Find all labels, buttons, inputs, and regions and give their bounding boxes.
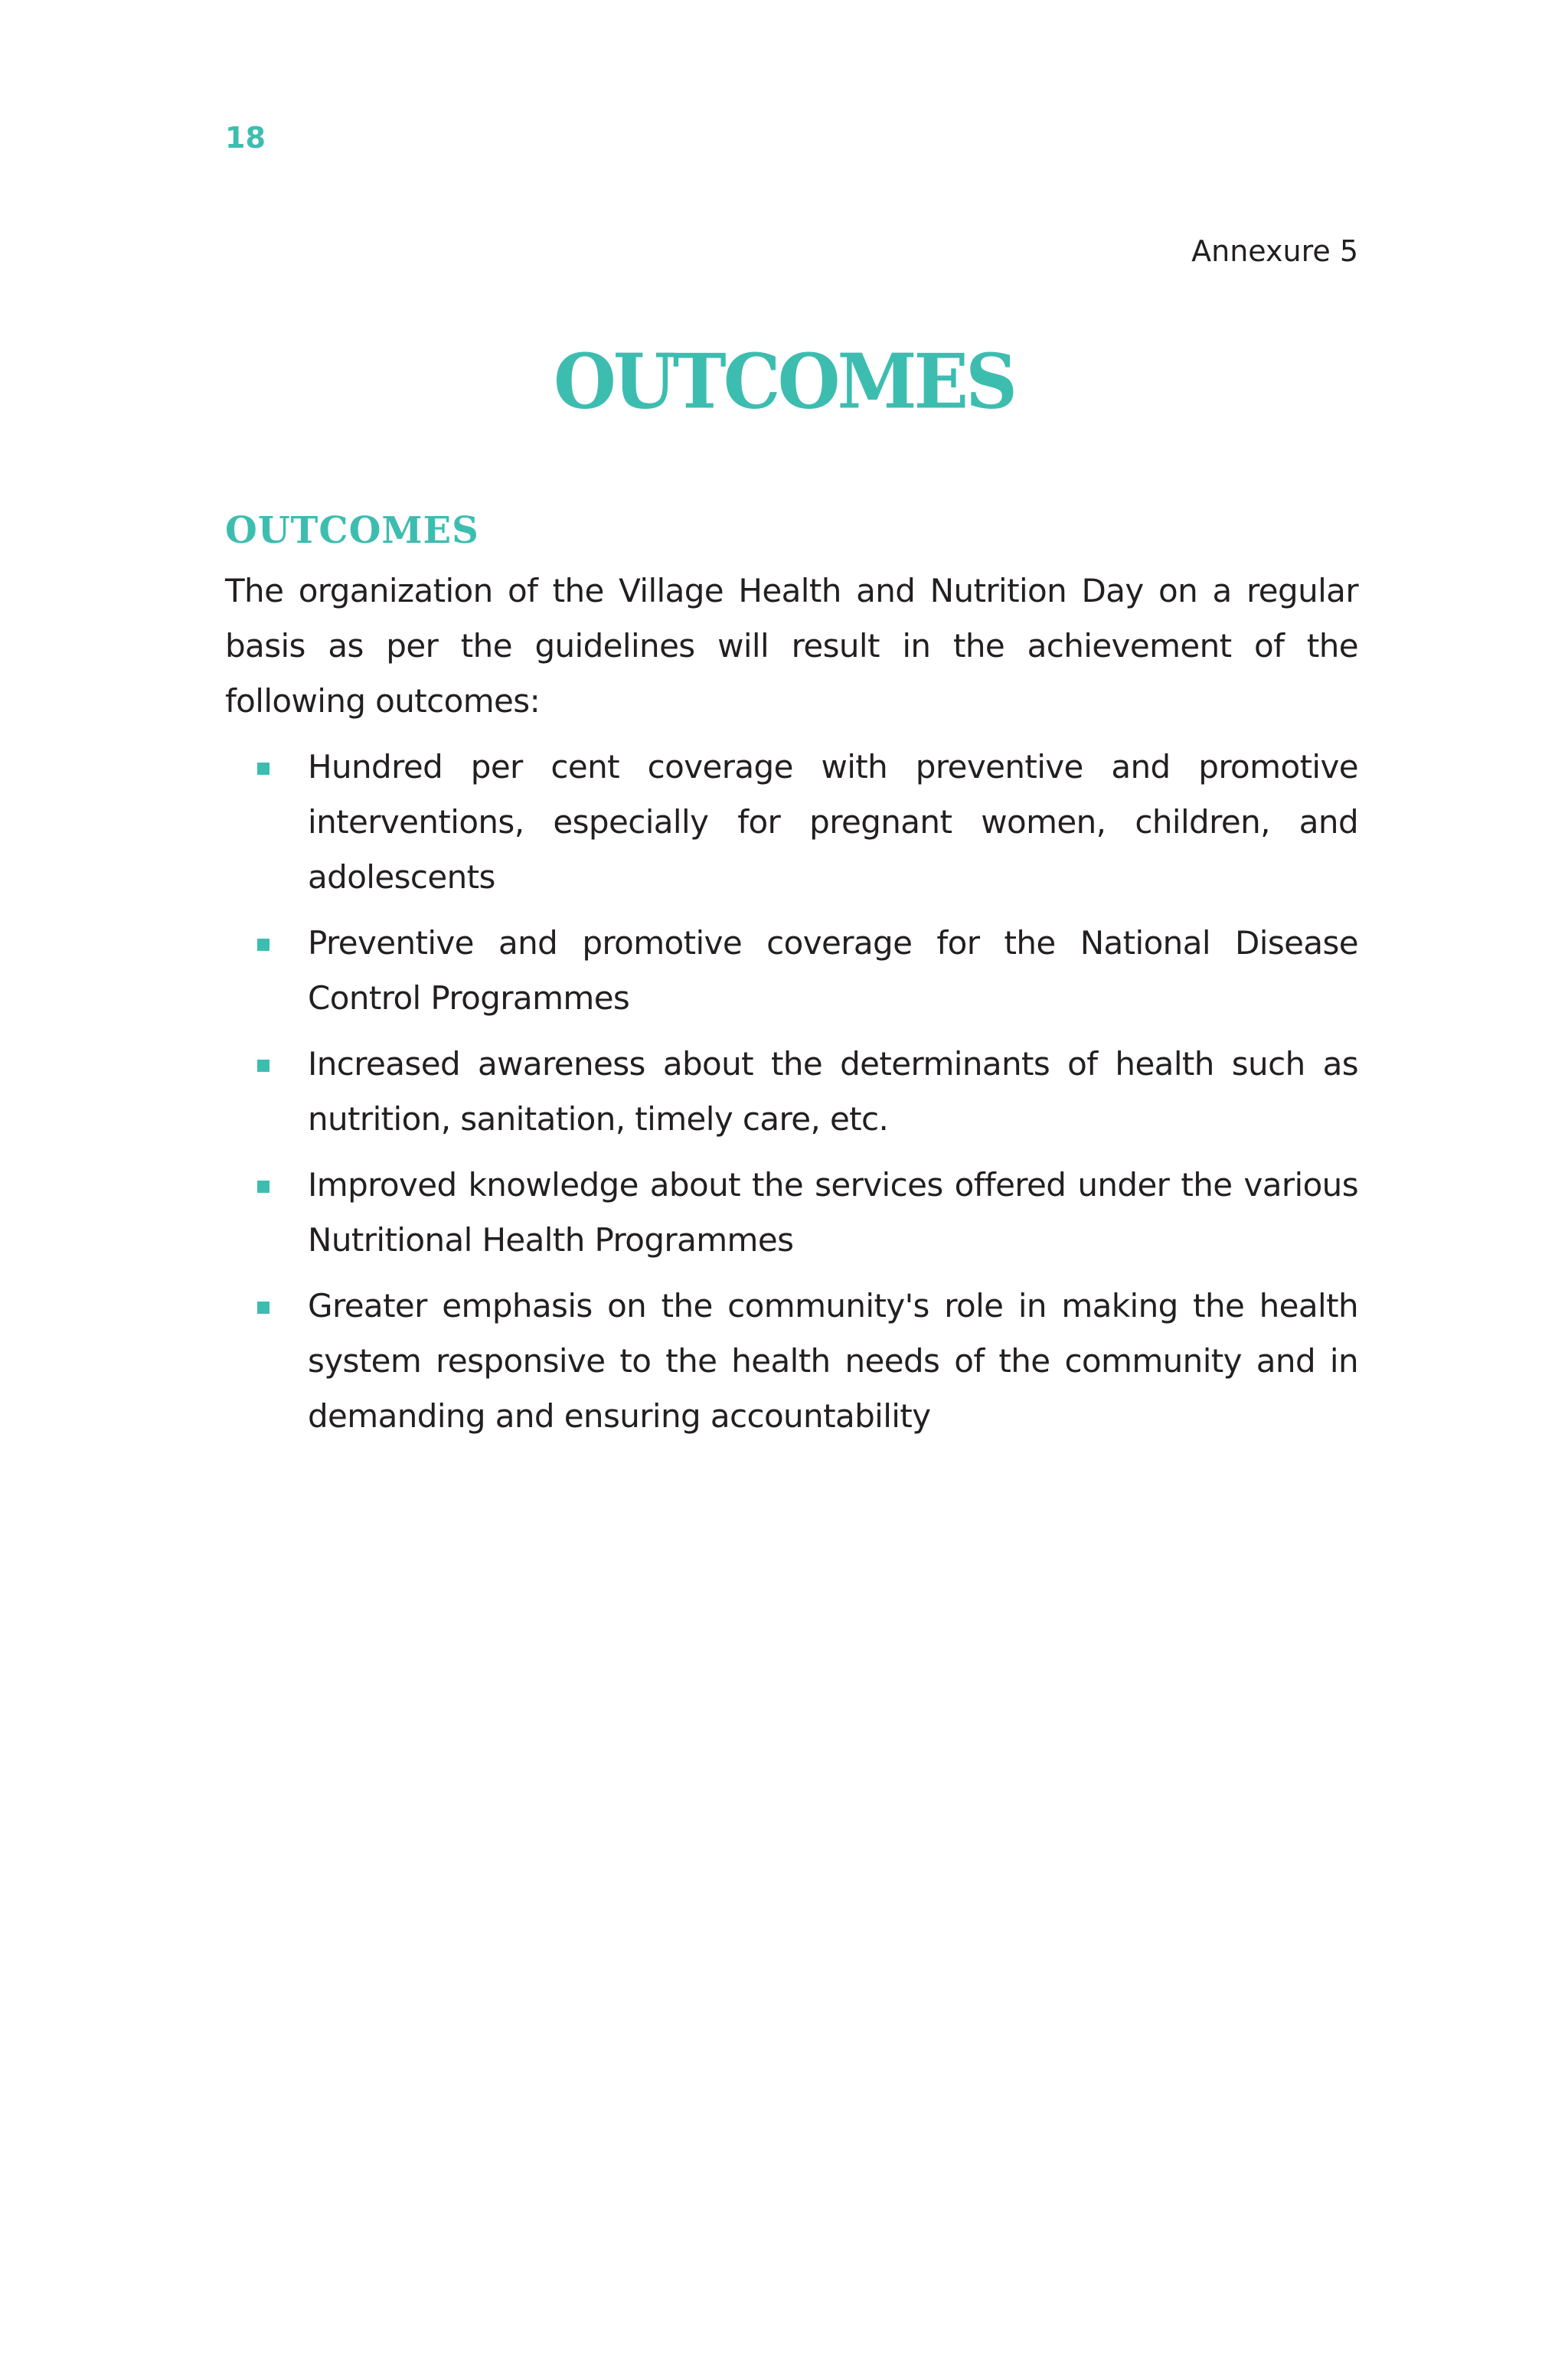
square-bullet-icon bbox=[257, 1302, 270, 1314]
page-number: 18 bbox=[225, 121, 266, 155]
list-item-text: Hundred per cent coverage with preventive and promotive interventions, especially for pregnant women, children, and adolescents bbox=[308, 748, 1358, 896]
list-item-text: Increased awareness about the determinants of health such as nutrition, sanitation, timely care, etc. bbox=[308, 1045, 1358, 1138]
list-item bbox=[225, 740, 1358, 905]
list-item-text: Greater emphasis on the community's role in making the health system responsive to the health needs of the community and in demanding and ensuring accountability bbox=[308, 1287, 1358, 1435]
list-item-text: Improved knowledge about the services offered under the various Nutritional Health Programmes bbox=[308, 1166, 1358, 1259]
page-title: OUTCOMES bbox=[553, 338, 1015, 426]
outcomes-section bbox=[225, 505, 1358, 1455]
square-bullet-icon bbox=[257, 1060, 270, 1072]
annexure-label: Annexure 5 bbox=[1191, 234, 1358, 268]
outcomes-list bbox=[225, 740, 1358, 1444]
intro-paragraph: The organization of the Village Health and Nutrition Day on a regular basis as per the guidelines will result in the achievement of the following outcomes: bbox=[225, 572, 1358, 720]
list-item bbox=[225, 916, 1358, 1026]
list-item bbox=[225, 1037, 1358, 1147]
square-bullet-icon bbox=[257, 939, 270, 951]
list-item-text: Preventive and promotive coverage for the National Disease Control Programmes bbox=[308, 924, 1358, 1017]
section-heading: OUTCOMES bbox=[225, 509, 479, 552]
square-bullet-icon bbox=[257, 1181, 270, 1193]
square-bullet-icon bbox=[257, 763, 270, 775]
list-item bbox=[225, 1279, 1358, 1444]
list-item bbox=[225, 1158, 1358, 1268]
